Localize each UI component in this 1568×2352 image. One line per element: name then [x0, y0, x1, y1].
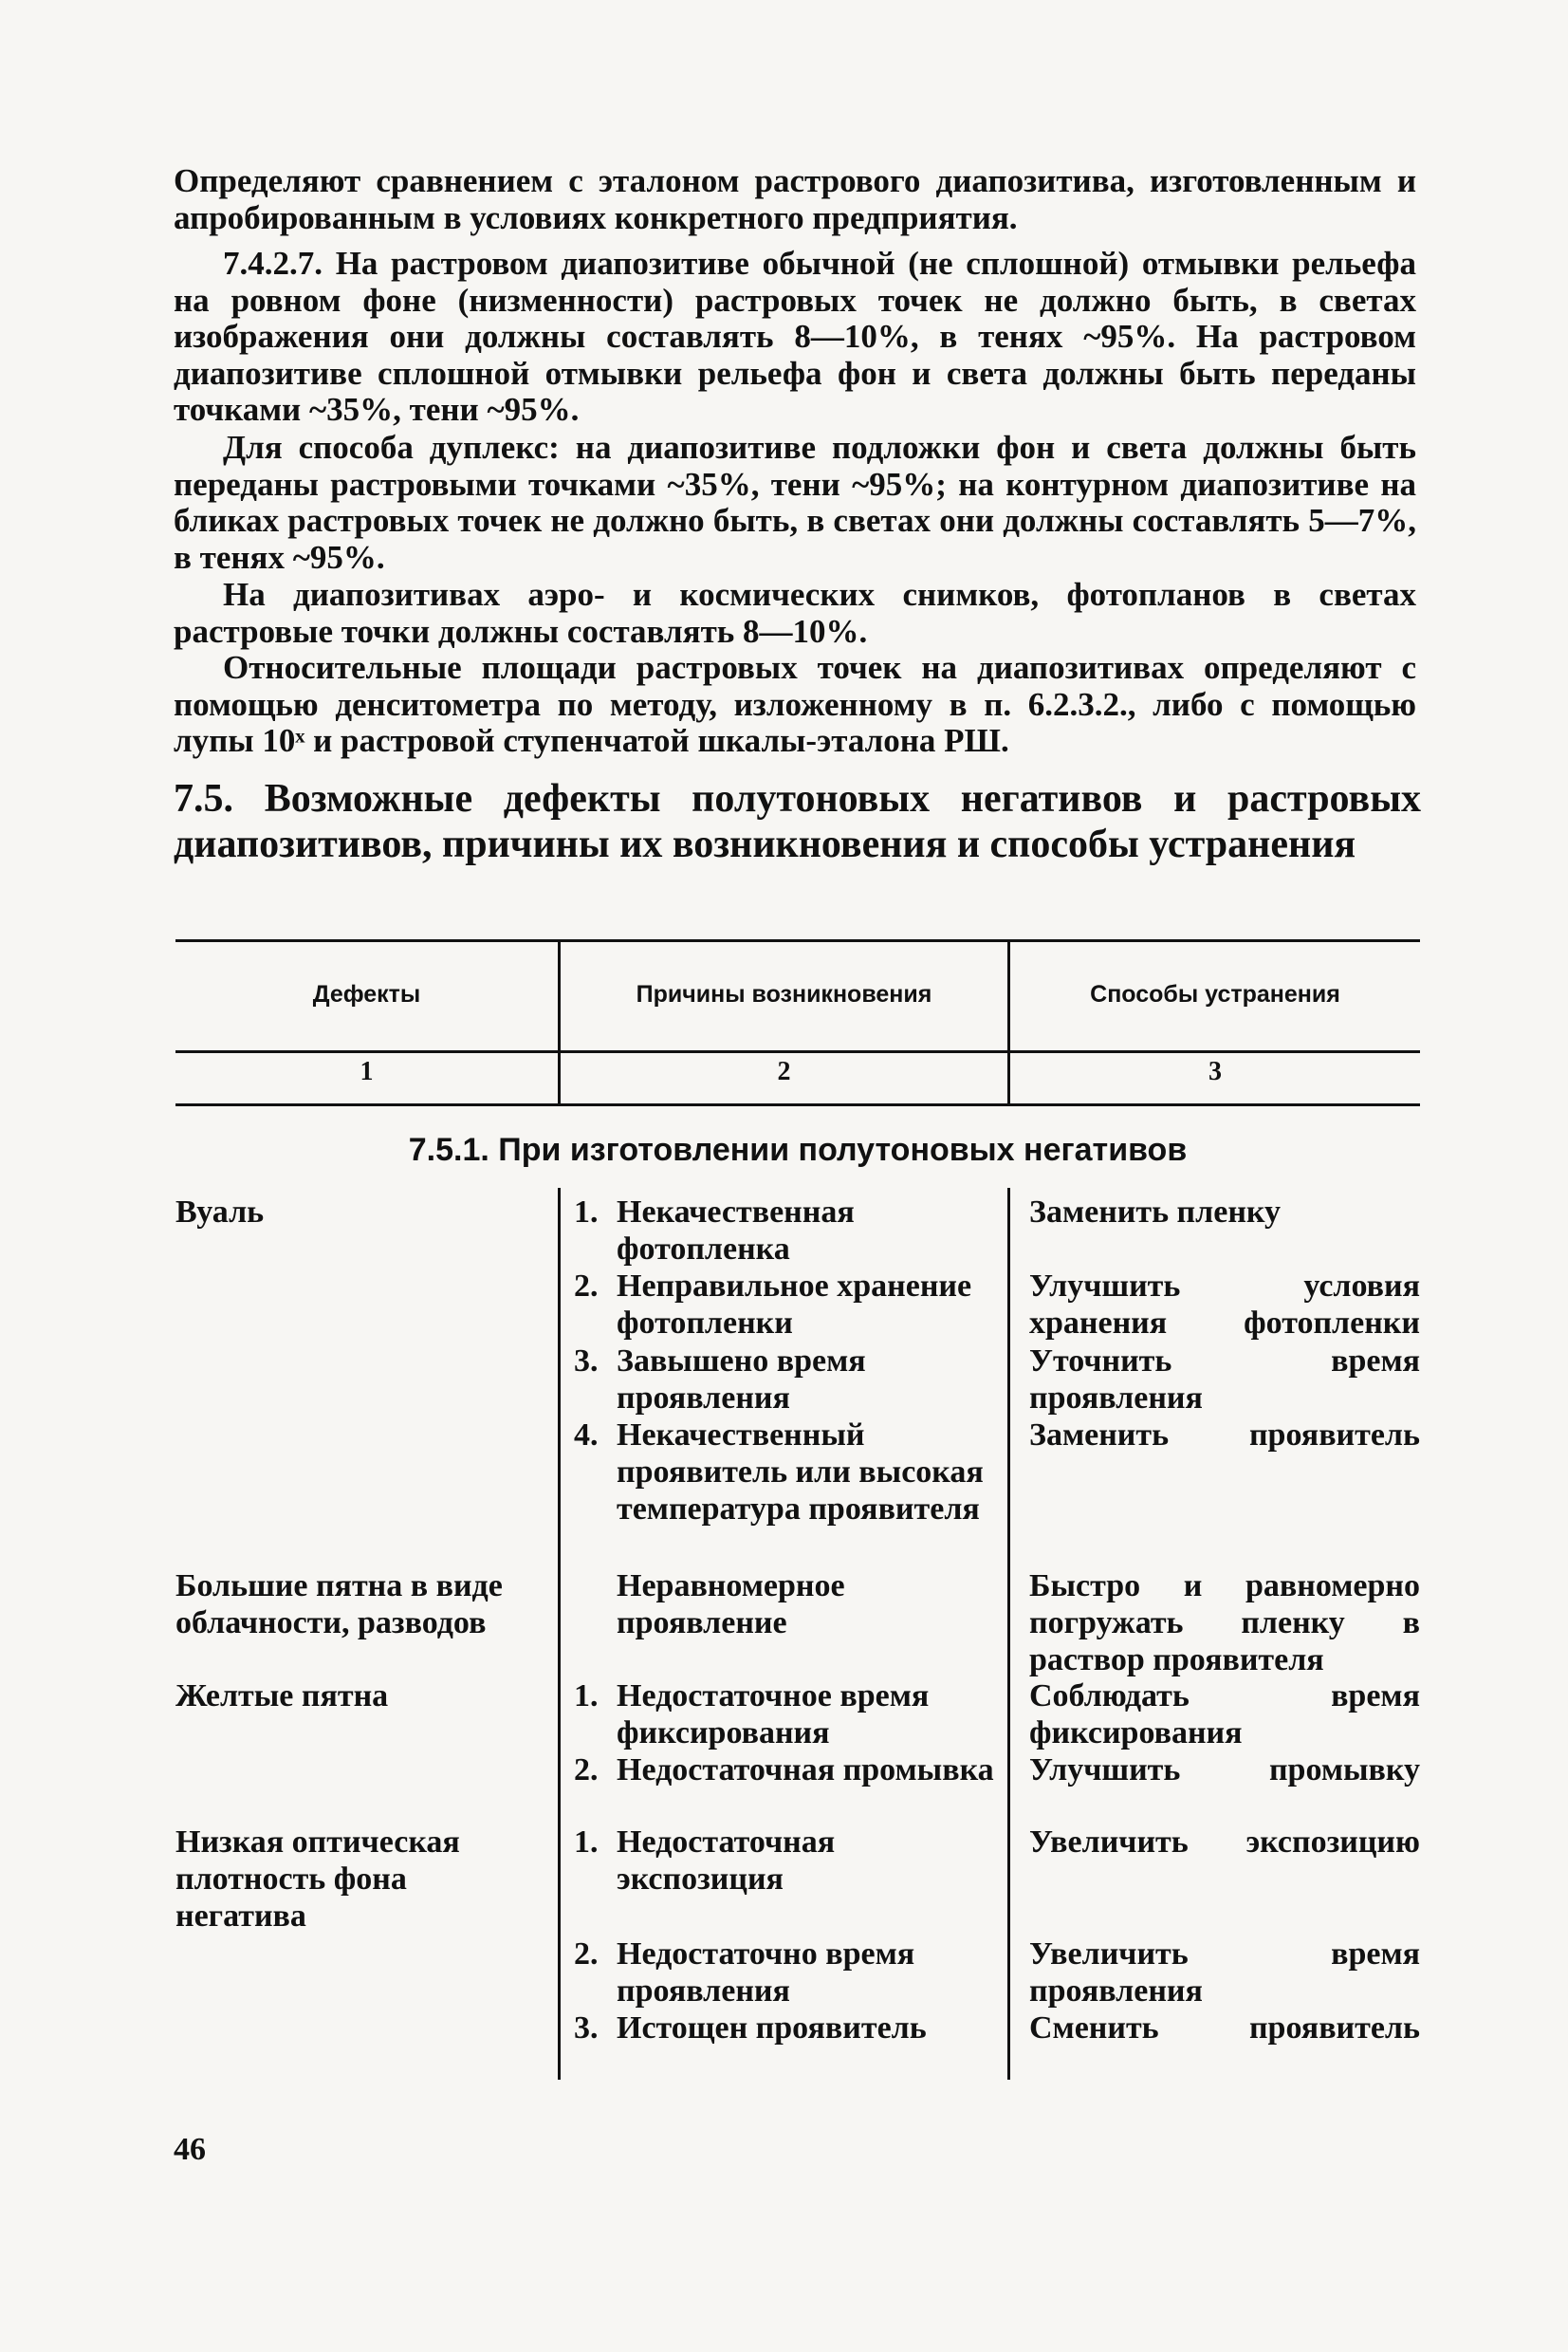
paragraph-densitometer: Относительные площади растровых точек на диапозитивах определяют с помощью денситометра по методу, изложенному в п. 6.2.3.2., либо с помощью лупы 10ˣ и растровой ступенчатой шкалы-эталона РШ.	[174, 649, 1416, 759]
cause-row	[574, 1567, 1005, 1641]
remedy-replace-developer: Заменить проявитель	[1029, 1417, 1420, 1453]
defect-veil: Вуаль	[175, 1195, 265, 1230]
cause-row	[574, 1194, 1005, 1268]
remedy-replace-film: Заменить пленку	[1029, 1195, 1282, 1230]
cause-number: 3.	[574, 2010, 599, 2046]
cause-row	[574, 1935, 1005, 2009]
body-divider-1	[558, 1188, 561, 2080]
cause-text: Недостаточная промывка	[617, 1752, 994, 1787]
table-number-rule	[175, 1103, 1420, 1106]
cause-text: Некачественный проявитель или высокая температура проявителя	[617, 1417, 984, 1527]
table-top-rule	[175, 939, 1420, 942]
page-number: 46	[174, 2132, 206, 2167]
cause-text: Неравномерное проявление	[617, 1568, 845, 1640]
cause-number: 1.	[574, 1824, 599, 1860]
defect-yellow-spots: Желтые пятна	[175, 1678, 389, 1713]
cause-number: 2.	[574, 1269, 599, 1304]
body-divider-2	[1007, 1188, 1010, 2080]
cause-text: Некачественная фотопленка	[617, 1195, 855, 1267]
cause-row	[574, 2009, 1005, 2046]
cause-text: Завышено время проявления	[617, 1343, 866, 1416]
cause-row	[574, 1751, 1005, 1788]
column-number-1: 1	[360, 1057, 374, 1086]
defect-low-density: Низкая оптическая плотность фона негатива	[175, 1824, 460, 1934]
paragraph-duplex: Для способа дуплекс: на диапозитиве подложки фон и света должны быть переданы растровыми точками ~35%, тени ~95%; на контурном диапозитиве на бликах растровых точек не должно быть, в светах они должны составлять 5—7%, в тенях ~95%.	[174, 429, 1416, 576]
header-causes: Причины возникновения	[636, 981, 932, 1008]
header-defects: Дефекты	[312, 981, 421, 1008]
remedy-fixing-time: Соблюдать время фиксирования	[1029, 1678, 1420, 1750]
section-heading-7-5: 7.5. Возможные дефекты полутоновых негативов и растровых диапозитивов, причины их возникновения и способы устранения	[174, 777, 1421, 866]
cause-text: Недостаточно время проявления	[617, 1936, 915, 2009]
cause-text: Неправильное хранение фотопленки	[617, 1269, 972, 1341]
cause-row	[574, 1824, 1005, 1898]
cause-row	[574, 1677, 1005, 1751]
defect-large-spots: Большие пятна в виде облачности, разводов	[175, 1568, 503, 1640]
remedy-increase-development: Увеличить время проявления	[1029, 1936, 1420, 2009]
cause-text: Недостаточное время фиксирования	[617, 1678, 930, 1750]
column-number-3: 3	[1208, 1057, 1222, 1086]
cause-number: 4.	[574, 1417, 599, 1453]
cause-row	[574, 1417, 1005, 1528]
remedy-improve-washing: Улучшить промывку	[1029, 1752, 1420, 1787]
cause-number: 1.	[574, 1195, 599, 1230]
remedy-development-time: Уточнить время проявления	[1029, 1343, 1420, 1416]
subsection-title-7-5-1: 7.5.1. При изготовлении полутоновых негативов	[408, 1132, 1188, 1168]
remedy-increase-exposure: Увеличить экспозицию	[1029, 1824, 1420, 1860]
cause-number: 1.	[574, 1678, 599, 1713]
table-header-rule	[175, 1050, 1420, 1053]
cause-number: 3.	[574, 1343, 599, 1379]
remedy-storage: Улучшить условия хранения фотопленки	[1029, 1269, 1420, 1341]
cause-text: Недостаточная экспозиция	[617, 1824, 836, 1897]
paragraph-aerial: На диапозитивах аэро- и космических снимков, фотопланов в светах растровые точки должны составлять 8—10%.	[174, 576, 1416, 650]
cause-number: 2.	[574, 1936, 599, 1972]
cause-row	[574, 1268, 1005, 1342]
cause-number: 2.	[574, 1752, 599, 1787]
remedy-immerse-evenly: Быстро и равномерно погружать пленку в раствор проявителя	[1029, 1568, 1420, 1677]
column-number-2: 2	[777, 1057, 791, 1086]
paragraph-7-4-2-7: 7.4.2.7. На растровом диапозитиве обычной (не сплошной) отмывки рельефа на ровном фоне (низменности) растровых точек не должно быть, в светах изображения они должны составлять 8—10%, в тенях ~95%. На растровом диапозитиве сплошной отмывки рельефа фон и света должны быть переданы точками ~35%, тени ~95%.	[174, 245, 1416, 428]
cause-row	[574, 1343, 1005, 1417]
cause-text: Истощен проявитель	[617, 2010, 927, 2046]
header-remedies: Способы устранения	[1090, 981, 1340, 1008]
paragraph-intro: Определяют сравнением с эталоном растрового диапозитива, изготовленным и апробированным в условиях конкретного предприятия.	[174, 162, 1416, 236]
remedy-change-developer: Сменить проявитель	[1029, 2010, 1420, 2046]
